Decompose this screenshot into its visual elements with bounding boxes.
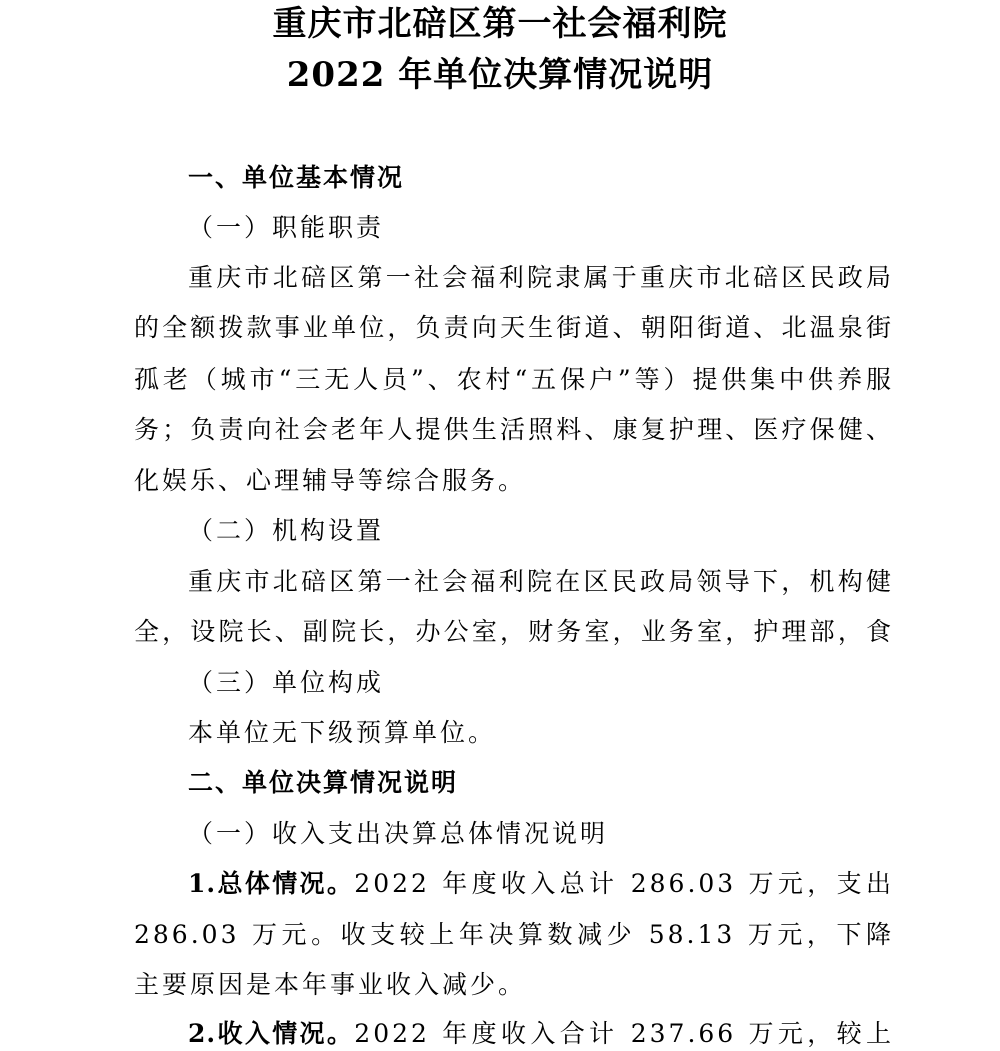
functions-paragraph-line: 的全额拨款事业单位，负责向天生街道、朝阳街道、北温泉街: [134, 313, 894, 342]
income-line-1-text: 2022 年度收入合计 237.66 万元，较上: [354, 1019, 894, 1048]
income-lead: 2.收入情况。: [188, 1019, 355, 1048]
overview-paragraph-line: [188, 868, 894, 900]
document-title-line-2: 2022 年单位决算情况说明: [286, 55, 714, 95]
functions-paragraph-line: 化娱乐、心理辅导等综合服务。: [134, 466, 527, 495]
subsection-structure-heading: （二）机构设置: [188, 516, 385, 545]
overview-lead: 1.总体情况。: [188, 869, 355, 898]
structure-paragraph-line: 全，设院长、副院长，办公室，财务室，业务室，护理部，食: [134, 617, 894, 646]
subsection-composition-heading: （三）单位构成: [188, 668, 385, 697]
section-2-heading: 二、单位决算情况说明: [188, 768, 459, 797]
overview-paragraph-line: 主要原因是本年事业收入减少。: [134, 970, 527, 999]
overview-paragraph-line: 286.03 万元。收支较上年决算数减少 58.13 万元，下降: [134, 920, 894, 949]
section-1-heading: 一、单位基本情况: [188, 163, 405, 192]
functions-paragraph-line: 重庆市北碚区第一社会福利院隶属于重庆市北碚区民政局: [188, 263, 894, 292]
subsection-functions-heading: （一）职能职责: [188, 213, 385, 242]
subsection-overview-heading: （一）收入支出决算总体情况说明: [188, 819, 609, 848]
functions-paragraph-line: 孤老（城市“三无人员”、农村“五保户”等）提供集中供养服: [134, 365, 894, 394]
composition-paragraph-line: 本单位无下级预算单位。: [188, 718, 497, 747]
structure-paragraph-line: 重庆市北碚区第一社会福利院在区民政局领导下，机构健: [188, 567, 894, 596]
functions-paragraph-line: 务；负责向社会老年人提供生活照料、康复护理、医疗保健、: [134, 415, 894, 444]
income-paragraph-line: [188, 1018, 894, 1050]
overview-line-1-text: 2022 年度收入总计 286.03 万元，支出: [354, 869, 894, 898]
document-title-line-1: 重庆市北碚区第一社会福利院: [272, 4, 728, 44]
